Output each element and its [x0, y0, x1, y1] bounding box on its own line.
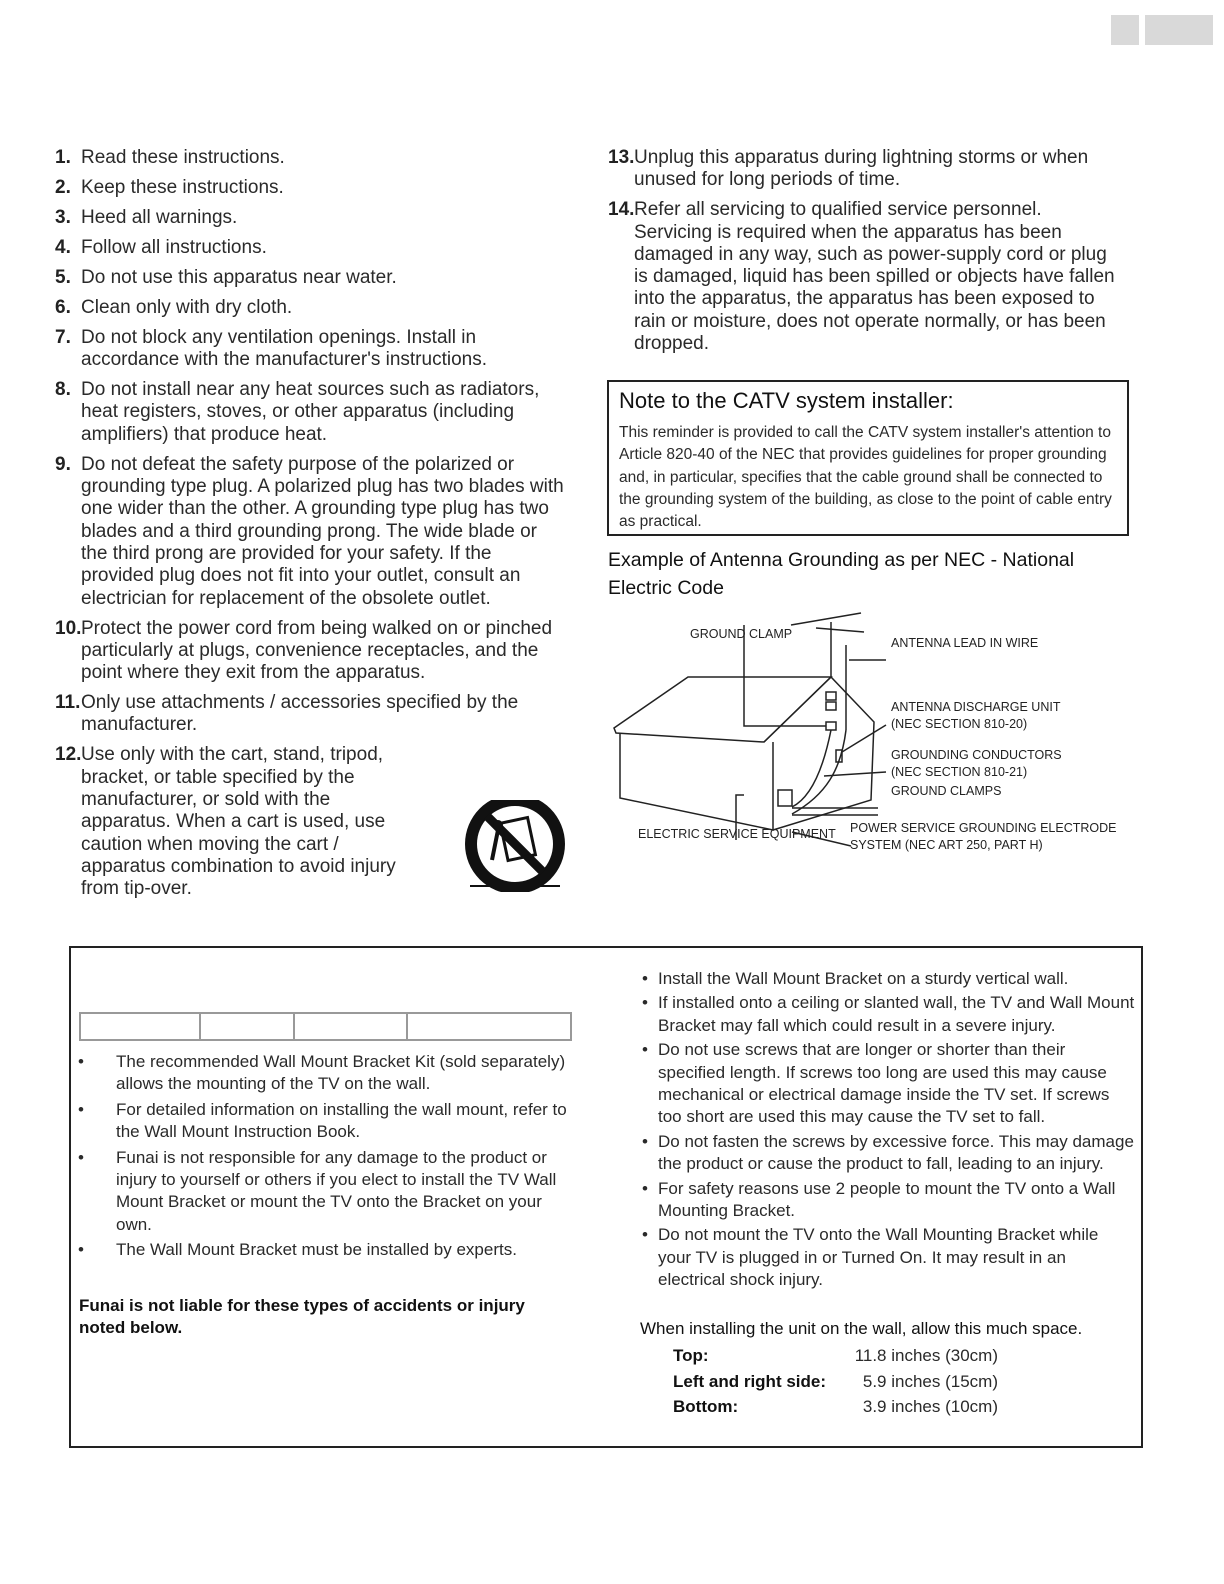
list-item [55, 327, 565, 372]
list-item [55, 692, 565, 737]
item-text: Follow all instructions. [81, 236, 267, 258]
item-text: Unplug this apparatus during lightning storms or when unused for long periods of time. [634, 147, 1089, 191]
space-row-bottom [673, 1397, 998, 1417]
list-item: • Do not mount the TV onto the Wall Mounting Bracket while your TV is plugged in or Turned On. It may result in an electrical shock injury. [640, 1224, 1135, 1291]
label-antenna-discharge-unit: ANTENNA DISCHARGE UNIT [891, 700, 1061, 714]
list-item [55, 237, 565, 259]
item-number: 5. [55, 266, 71, 288]
list-item: • For safety reasons use 2 people to mount the TV onto a Wall Mounting Bracket. [640, 1178, 1135, 1223]
item-number: 1. [55, 147, 71, 168]
item-text: Only use attachments / accessories specified by the manufacturer. [81, 692, 519, 736]
list-item [55, 618, 565, 685]
space-label: Bottom: [673, 1397, 739, 1416]
list-item: • Install the Wall Mount Bracket on a sturdy vertical wall. [640, 968, 1135, 990]
antenna-grounding-title: Example of Antenna Grounding as per NEC - National Electric Code [608, 549, 1075, 599]
antenna-grounding-diagram [606, 600, 1136, 870]
list-item: • Funai is not responsible for any damage to the product or injury to yourself or others if you elect to install the TV Wall Mount Bracket or mount the TV onto the Bracket on your own. [78, 1147, 568, 1237]
list-item: • If installed onto a ceiling or slanted wall, the TV and Wall Mount Bracket may fall which could result in a severe injury. [640, 992, 1135, 1037]
list-item: • The Wall Mount Bracket must be installed by experts. [78, 1239, 568, 1261]
catv-note-box [607, 380, 1129, 536]
catv-note-body: This reminder is provided to call the CATV system installer's attention to Article 820-40 of the NEC that provides guidelines for proper grounding and, in particular, specifies that the cable ground shall be connected to the grounding system of the building, as close to the point of cable entry as practical. [619, 424, 1112, 531]
item-text: Do not defeat the safety purpose of the polarized or grounding type plug. A polarized plug has two blades with one wider than the other. A grounding type plug has two blades and a third grounding prong. The wide blade or the third prong are provided for your safety. If the provided plug does not fit into your outlet, consult an electrician for replacement of the obsolete outlet. [81, 453, 564, 609]
space-value: 3.9 inches (10cm) [862, 1397, 998, 1416]
space-row-top [673, 1346, 998, 1366]
item-text: Do not block any ventilation openings. Install in accordance with the manufacturer's instructions. [81, 326, 487, 371]
item-text: Do not install near any heat sources such as radiators, heat registers, stoves, or other apparatus (including amplifiers) that produce heat. [81, 379, 540, 445]
item-number: 3. [55, 206, 71, 228]
item-text: Protect the power cord from being walked on or pinched particularly at plugs, convenience receptacles, and the point where they exit from the apparatus. [81, 617, 553, 684]
item-number: 2. [55, 176, 71, 198]
table-cell [295, 1014, 408, 1039]
label-nec-810-21: (NEC SECTION 810-21) [891, 765, 1028, 779]
list-item: • The recommended Wall Mount Bracket Kit (sold separately) allows the mounting of the TV on the wall. [78, 1051, 568, 1096]
label-electric-service-equipment: ELECTRIC SERVICE EQUIPMENT [638, 827, 836, 841]
table-cell [81, 1014, 201, 1039]
list-item [55, 267, 565, 289]
label-ground-clamps: GROUND CLAMPS [891, 784, 1002, 798]
list-item [608, 199, 1118, 355]
item-text: Heed all warnings. [81, 206, 238, 228]
space-label: Top: [673, 1346, 709, 1365]
item-number: 6. [55, 296, 71, 318]
list-item [55, 177, 565, 199]
label-antenna-lead-in-wire: ANTENNA LEAD IN WIRE [891, 636, 1039, 650]
list-item [55, 207, 565, 229]
list-item: • Do not use screws that are longer or shorter than their specified length. If screws too long are used this may cause mechanical or electrical damage inside the TV set. If screws too short are used this may cause the TV set to fall. [640, 1039, 1135, 1129]
funai-liability-note: Funai is not liable for these types of accidents or injury noted below. [79, 1296, 525, 1338]
list-item: • For detailed information on installing the wall mount, refer to the Wall Mount Instruction Book. [78, 1099, 568, 1144]
wall-mount-notes [78, 1051, 568, 1265]
safety-instructions-list-continued [608, 147, 1118, 363]
wall-mount-warnings [640, 968, 1135, 1294]
safety-instructions-list [55, 147, 565, 908]
label-nec-art-250: SYSTEM (NEC ART 250, PART H) [850, 838, 1043, 852]
space-row-sides [673, 1372, 998, 1392]
label-nec-810-20: (NEC SECTION 810-20) [891, 717, 1028, 731]
item-number: 10. [55, 617, 82, 639]
item-number: 8. [55, 379, 71, 401]
item-number: 14. [608, 199, 635, 221]
item-text: Clean only with dry cloth. [81, 296, 293, 318]
table-cell [201, 1014, 295, 1039]
cart-tip-over-warning-icon [462, 800, 572, 892]
list-item [55, 454, 565, 610]
list-item [608, 147, 1118, 192]
item-number: 7. [55, 326, 71, 348]
space-title: When installing the unit on the wall, allow this much space. [640, 1319, 1083, 1338]
table-cell [408, 1014, 570, 1039]
list-item [55, 297, 565, 319]
catv-note-title: Note to the CATV system installer: [619, 388, 954, 413]
label-ground-clamp: GROUND CLAMP [690, 627, 793, 641]
item-text: Refer all servicing to qualified service personnel. Servicing is required when the apparatus has been damaged in any way, such as power-supply cord or plug is damaged, liquid has been spilled or objects have fallen into the apparatus, the apparatus has been exposed to rain or moisture, does not operate normally, or has been dropped. [634, 199, 1115, 355]
wall-mount-spec-table [79, 1012, 572, 1041]
space-label: Left and right side: [673, 1372, 826, 1391]
list-item: • Do not fasten the screws by excessive force. This may damage the product or cause the product to fall, leading to an injury. [640, 1131, 1135, 1176]
space-value: 11.8 inches (30cm) [854, 1346, 998, 1365]
item-text: Do not use this apparatus near water. [81, 266, 397, 288]
page-tab-marker [1145, 15, 1213, 45]
item-text: Read these instructions. [81, 147, 285, 168]
item-number: 13. [608, 147, 635, 168]
label-power-service-grounding: POWER SERVICE GROUNDING ELECTRODE [850, 821, 1117, 835]
list-item [55, 147, 565, 169]
item-text: Use only with the cart, stand, tripod, bracket, or table specified by the manufacturer, or sold with the apparatus. When a cart is used, use caution when moving the cart / apparatus combination to avoid injury from tip-over. [81, 744, 396, 900]
item-number: 4. [55, 236, 71, 258]
item-number: 11. [55, 692, 81, 714]
item-text: Keep these instructions. [81, 176, 284, 198]
item-number: 9. [55, 453, 71, 475]
item-number: 12. [55, 744, 82, 766]
page-tab-marker [1111, 15, 1139, 45]
list-item [55, 379, 565, 446]
list-item [55, 744, 406, 900]
label-grounding-conductors: GROUNDING CONDUCTORS [891, 748, 1062, 762]
space-value: 5.9 inches (15cm) [862, 1372, 998, 1391]
